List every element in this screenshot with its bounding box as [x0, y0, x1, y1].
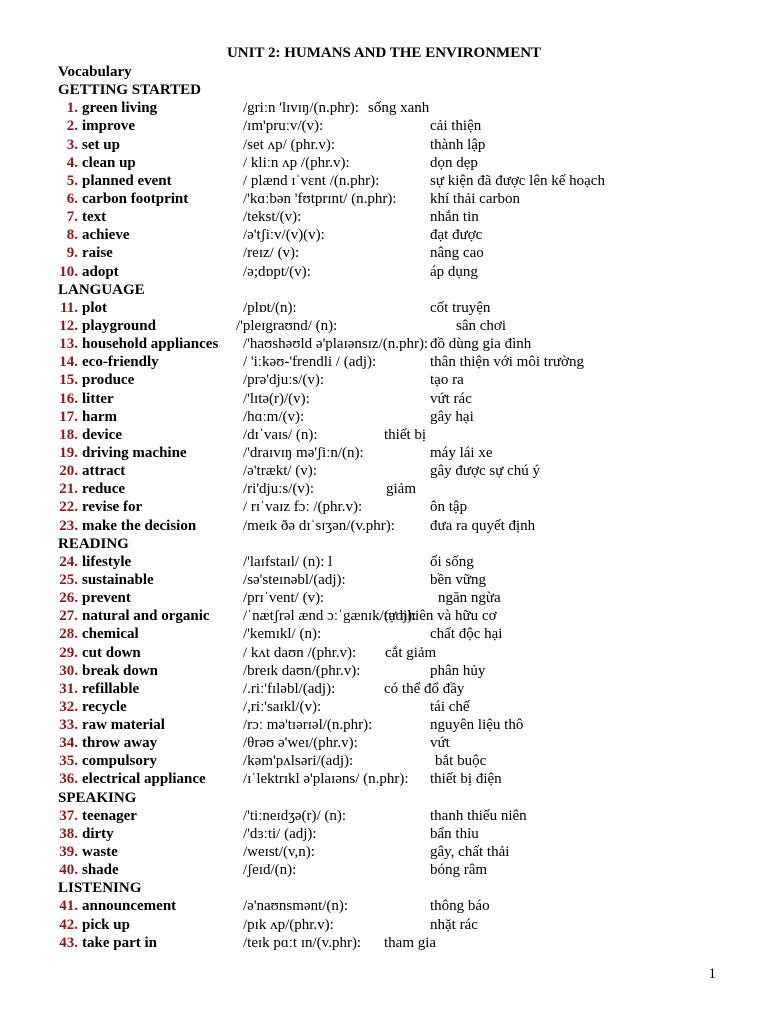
entry-meaning: vứt rác [430, 390, 472, 407]
page-number: 1 [708, 966, 716, 982]
entry-word: announcement [82, 898, 177, 915]
entry-pronunciation: /set ʌp/ (phr.v): [243, 136, 336, 153]
vocab-entry [58, 825, 748, 843]
entry-meaning: máy lái xe [430, 444, 493, 461]
entry-meaning: khí thải carbon [430, 190, 520, 207]
vocab-entry [58, 99, 748, 117]
entry-meaning: đưa ra quyết định [430, 517, 536, 534]
entry-meaning: cải thiện [430, 118, 482, 135]
entry-word: achieve [82, 227, 130, 244]
entry-word: lifestyle [82, 553, 132, 570]
entry-number: 5. [66, 172, 78, 189]
entry-meaning: thông báo [430, 898, 490, 915]
entry-pronunciation: /prə'djuːs/(v): [243, 372, 325, 389]
entry-number: 26. [59, 590, 78, 607]
entry-number: 33. [59, 717, 78, 734]
entry-pronunciation: /'lɪtə(r)/(v): [243, 390, 310, 407]
entry-meaning: tham gia [384, 934, 437, 951]
entry-meaning: bắt buộc [435, 753, 487, 770]
entry-meaning: thanh thiếu niên [430, 807, 527, 824]
vocab-entry [58, 770, 748, 788]
entry-pronunciation: /θrəʊ ə'weɪ/(phr.v): [243, 735, 358, 752]
entry-word: attract [82, 463, 126, 480]
entry-number: 2. [66, 118, 78, 135]
vocab-entry [58, 390, 748, 408]
entry-number: 34. [59, 735, 78, 752]
entry-meaning: chất độc hại [430, 626, 503, 643]
entry-pronunciation: /teɪk pɑːt ɪn/(v.phr): [243, 934, 362, 951]
entry-word: shade [82, 862, 119, 879]
entry-word: dirty [82, 825, 114, 842]
entry-meaning: bền vững [430, 571, 487, 588]
entry-pronunciation: /'kemɪkl/ (n): [243, 626, 322, 643]
vocab-entry [58, 607, 748, 625]
vocab-entry [58, 154, 748, 172]
entry-meaning: gây hại [430, 408, 474, 425]
entry-meaning: tạo ra [430, 372, 464, 389]
entry-pronunciation: /ˈnætʃrəl ænd ɔːˈgænɪk/(adj): [243, 608, 417, 625]
vocab-entry [58, 444, 748, 462]
entry-meaning: tái chế [430, 698, 470, 715]
vocab-entry [58, 698, 748, 716]
entry-word: throw away [82, 735, 158, 752]
entry-number: 18. [59, 426, 78, 443]
entry-number: 20. [59, 463, 78, 480]
entry-pronunciation: /'pleɪgraʊnd/ (n): [236, 317, 338, 334]
entry-pronunciation: /weɪst/(v,n): [243, 844, 315, 861]
entry-pronunciation: /sə'steɪnəbl/(adj): [243, 571, 346, 588]
vocab-entry [58, 335, 748, 353]
entry-number: 27. [59, 608, 78, 625]
entry-pronunciation: /,riː'saɪkl/(v): [243, 698, 322, 715]
vocab-entry [58, 498, 748, 516]
entry-number: 24. [59, 553, 78, 570]
vocab-entry [58, 589, 748, 607]
entry-meaning: cốt truyện [430, 299, 491, 316]
entry-meaning: tự nhiên và hữu cơ [384, 608, 497, 625]
entry-word: adopt [82, 263, 119, 280]
entry-meaning: nhặt rác [430, 916, 478, 933]
vocab-entry [58, 625, 748, 643]
entry-word: revise for [82, 499, 143, 516]
entry-meaning: bẩn thỉu [430, 825, 479, 842]
entry-pronunciation: /'haʊshəʊld ə'plaɪənsɪz/(n.phr): [243, 336, 429, 353]
section-heading: SPEAKING [58, 789, 137, 806]
entry-pronunciation: /plɒt/(n): [243, 299, 297, 316]
entry-word: clean up [82, 154, 136, 171]
entry-word: refillable [82, 680, 140, 697]
vocab-entry [58, 897, 748, 915]
entry-meaning: gây được sự chú ý [430, 463, 541, 480]
entry-word: break down [82, 662, 158, 679]
vocab-entry [58, 317, 748, 335]
section-heading: LISTENING [58, 880, 142, 897]
entry-number: 17. [59, 408, 78, 425]
entry-pronunciation: /ri'djuːs/(v): [243, 481, 315, 498]
entry-word: produce [82, 372, 135, 389]
entry-pronunciation: /'dɜːti/ (adj): [243, 825, 317, 842]
entry-word: household appliances [82, 336, 219, 353]
entry-number: 10. [59, 263, 78, 280]
vocab-entry [58, 934, 748, 952]
vocab-entry [58, 426, 748, 444]
entry-number: 15. [59, 372, 78, 389]
section-heading: LANGUAGE [58, 281, 145, 298]
entry-number: 35. [59, 753, 78, 770]
entry-meaning: sống xanh [368, 100, 430, 117]
entry-word: green living [82, 100, 158, 117]
entry-number: 30. [59, 662, 78, 679]
vocab-entry [58, 172, 748, 190]
entry-word: plot [82, 299, 108, 316]
entry-pronunciation: /'draɪvɪŋ mə'ʃiːn/(n): [243, 444, 364, 461]
entry-word: litter [82, 390, 114, 407]
entry-pronunciation: /ɪm'pruːv/(v): [243, 118, 324, 135]
entry-pronunciation: / kʌt daʊn /(phr.v): [243, 644, 357, 661]
unit-title: UNIT 2: HUMANS AND THE ENVIRONMENT [226, 45, 542, 61]
vocab-entry [58, 208, 748, 226]
vocab-entry [58, 807, 748, 825]
vocab-entry [58, 861, 748, 879]
entry-meaning: sự kiện đã được lên kế hoạch [430, 172, 605, 189]
vocab-entry [58, 299, 748, 317]
entry-pronunciation: /ɪˈlektrɪkl ə'plaɪəns/ (n.phr): [243, 771, 409, 788]
entry-pronunciation: /hɑːm/(v): [243, 408, 305, 425]
entry-number: 3. [66, 136, 78, 153]
entry-number: 14. [59, 354, 78, 371]
entry-pronunciation: /rɔː mə'tɪərɪəl/(n.phr): [243, 717, 373, 734]
entry-meaning: có thể đổ đầy [384, 680, 465, 697]
vocab-entry [58, 462, 748, 480]
vocab-entry [58, 263, 748, 281]
entry-word: eco-friendly [82, 354, 159, 371]
entry-word: playground [82, 317, 156, 334]
entry-number: 6. [66, 190, 78, 207]
entry-number: 25. [59, 571, 78, 588]
vocab-entry [58, 244, 748, 262]
entry-pronunciation: / rɪˈvaɪz fɔː /(phr.v): [243, 499, 363, 516]
entry-pronunciation: /breɪk daʊn/(phr.v): [243, 662, 361, 679]
entry-meaning: áp dụng [430, 263, 478, 280]
entry-meaning: bóng râm [430, 862, 488, 879]
vocab-entry [58, 408, 748, 426]
entry-word: reduce [82, 481, 126, 498]
entry-number: 9. [66, 245, 78, 262]
entry-word: make the decision [82, 517, 197, 534]
entry-number: 42. [59, 916, 78, 933]
entry-number: 7. [66, 209, 78, 226]
entry-number: 32. [59, 698, 78, 715]
entry-number: 12. [59, 317, 78, 334]
entry-word: waste [82, 844, 118, 861]
entry-meaning: thiết bị [384, 426, 427, 443]
entry-pronunciation: /pɪk ʌp/(phr.v): [243, 916, 334, 933]
vocab-entry [58, 916, 748, 934]
entry-number: 40. [59, 862, 78, 879]
entry-number: 21. [59, 481, 78, 498]
entry-meaning: ôn tập [430, 499, 468, 516]
entry-number: 23. [59, 517, 78, 534]
vocab-entry [58, 353, 748, 371]
entry-word: chemical [82, 626, 139, 643]
entry-meaning: vứt [430, 735, 450, 752]
vocab-entry [58, 553, 748, 571]
entry-word: improve [82, 118, 136, 135]
entry-pronunciation: /'kɑːbən 'fʊtprɪnt/ (n.phr): [243, 190, 397, 207]
entry-word: set up [82, 136, 120, 153]
entry-word: harm [82, 408, 117, 425]
entry-meaning: phân hủy [430, 662, 486, 679]
entry-pronunciation: /ʃeɪd/(n): [243, 862, 297, 879]
entry-word: take part in [82, 934, 157, 951]
entry-meaning: đồ dùng gia đình [430, 336, 532, 353]
entry-word: pick up [82, 916, 130, 933]
entry-number: 38. [59, 825, 78, 842]
entry-word: carbon footprint [82, 190, 189, 207]
entry-number: 13. [59, 336, 78, 353]
vocab-entry [58, 117, 748, 135]
entry-meaning: gây, chất thải [430, 844, 510, 861]
vocab-entry [58, 136, 748, 154]
entry-number: 11. [60, 299, 78, 316]
entry-meaning: nâng cao [430, 245, 484, 262]
entry-meaning: đạt được [430, 227, 483, 244]
vocab-entry [58, 752, 748, 770]
vocab-entry [58, 680, 748, 698]
vocabulary-list [58, 63, 748, 952]
section-heading: GETTING STARTED [58, 82, 201, 99]
entry-meaning: ngăn ngừa [438, 590, 501, 607]
entry-pronunciation: /ə;dɒpt/(v): [243, 263, 311, 280]
entry-meaning: nhắn tin [430, 209, 479, 226]
entry-meaning: thiết bị điện [430, 771, 502, 788]
entry-meaning: nguyên liệu thô [430, 717, 524, 734]
vocab-entry [58, 480, 748, 498]
entry-number: 1. [66, 100, 78, 117]
entry-word: planned event [82, 172, 172, 189]
entry-pronunciation: /meɪk ðə dɪˈsɪʒən/(v.phr): [243, 517, 395, 534]
entry-pronunciation: /ə'tʃiːv/(v)(v): [243, 227, 325, 244]
entry-number: 36. [59, 771, 78, 788]
entry-pronunciation: /'tiːneɪdʒə(r)/ (n): [243, 807, 347, 824]
entry-word: recycle [82, 698, 127, 715]
vocab-entry [58, 644, 748, 662]
entry-number: 19. [59, 444, 78, 461]
vocab-entry [58, 734, 748, 752]
entry-pronunciation: /ə'trækt/ (v): [243, 463, 317, 480]
vocab-entry [58, 843, 748, 861]
entry-pronunciation: /prɪˈvent/ (v): [243, 590, 325, 607]
entry-word: electrical appliance [82, 771, 206, 788]
entry-number: 43. [59, 934, 78, 951]
entry-pronunciation: /.riː'fɪləbl/(adj): [243, 680, 336, 697]
vocab-entry [58, 716, 748, 734]
vocab-entry [58, 190, 748, 208]
entry-meaning: ối sống [430, 553, 474, 570]
section-heading: READING [58, 535, 129, 552]
entry-word: raise [82, 245, 113, 262]
entry-number: 41. [59, 898, 78, 915]
entry-meaning: thân thiện với môi trường [430, 354, 584, 371]
entry-meaning: cắt giảm [385, 644, 437, 661]
entry-number: 39. [59, 844, 78, 861]
entry-pronunciation: /griːn 'lɪvɪŋ/(n.phr): [243, 100, 359, 117]
entry-word: text [82, 209, 107, 226]
entry-pronunciation: /'laɪfstaɪl/ (n): l [243, 553, 333, 570]
entry-word: prevent [82, 590, 131, 607]
vocab-entry [58, 517, 748, 535]
entry-word: sustainable [82, 571, 154, 588]
entry-meaning: giảm [386, 481, 416, 498]
entry-pronunciation: /kəm'pʌlsəri/(adj): [243, 753, 354, 770]
entry-pronunciation: / 'iːkəʊ-'frendli / (adj): [243, 354, 377, 371]
vocab-entry [58, 571, 748, 589]
entry-number: 22. [59, 499, 78, 516]
entry-word: driving machine [82, 444, 187, 461]
entry-number: 8. [66, 227, 78, 244]
entry-pronunciation: /ə'naʊnsmənt/(n): [243, 898, 349, 915]
entry-meaning: dọn dẹp [430, 154, 478, 171]
entry-pronunciation: /tekst/(v): [243, 209, 302, 226]
entry-word: raw material [82, 717, 165, 734]
entry-meaning: sân chơi [456, 317, 507, 334]
entry-number: 4. [66, 154, 78, 171]
entry-word: teenager [82, 807, 137, 824]
vocab-entry [58, 226, 748, 244]
entry-pronunciation: / kliːn ʌp /(phr.v): [243, 154, 350, 171]
entry-number: 29. [59, 644, 78, 661]
vocab-entry [58, 662, 748, 680]
entry-word: cut down [82, 644, 141, 661]
vocab-entry [58, 371, 748, 389]
entry-word: natural and organic [82, 608, 210, 625]
entry-pronunciation: /dɪˈvaɪs/ (n): [243, 426, 318, 443]
entry-number: 37. [59, 807, 78, 824]
section-heading: Vocabulary [58, 64, 132, 80]
entry-number: 16. [59, 390, 78, 407]
entry-number: 31. [59, 680, 78, 697]
entry-pronunciation: / plænd ɪˈvɛnt /(n.phr): [243, 172, 380, 189]
entry-number: 28. [59, 626, 78, 643]
entry-pronunciation: /reɪz/ (v): [243, 245, 300, 262]
entry-word: compulsory [82, 753, 157, 770]
entry-word: device [82, 426, 122, 443]
entry-meaning: thành lập [430, 136, 486, 153]
